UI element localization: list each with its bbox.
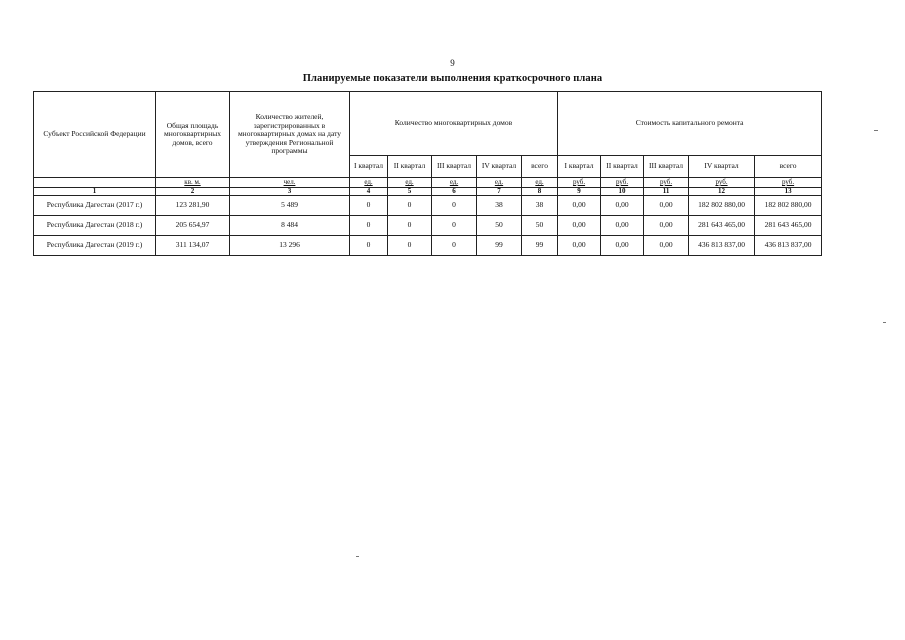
table-column-numbers-row: [34, 188, 822, 196]
row-cost-q4: 182 802 880,00: [689, 196, 755, 216]
row-cost-total: 436 813 837,00: [755, 236, 822, 256]
unit-cell: [34, 178, 156, 188]
unit-cell: ед.: [522, 178, 558, 188]
row-houses-q4: 38: [477, 196, 522, 216]
table-units-row: [34, 178, 822, 188]
column-number: 10: [601, 188, 644, 196]
unit-cell: руб.: [644, 178, 689, 188]
header-cost-group: Стоимость капитального ремонта: [558, 92, 822, 156]
scan-speck: [874, 130, 878, 131]
row-cost-total: 281 643 465,00: [755, 216, 822, 236]
row-houses-q2: 0: [388, 216, 432, 236]
header-houses-total: всего: [522, 156, 558, 178]
unit-cell: ед.: [432, 178, 477, 188]
scan-speck: [883, 322, 886, 323]
row-cost-total: 182 802 880,00: [755, 196, 822, 216]
header-cost-q3: III квартал: [644, 156, 689, 178]
header-subject: Субъект Российской Федерации: [34, 92, 156, 178]
row-subject: Республика Дагестан (2019 г.): [34, 236, 156, 256]
row-residents: 13 296: [230, 236, 350, 256]
row-houses-total: 38: [522, 196, 558, 216]
header-residents: Количество жителей, зарегистрированных в многоквартирных домах на дату утверждения Региональной программы: [230, 92, 350, 178]
row-cost-q1: 0,00: [558, 216, 601, 236]
row-area: 205 654,97: [156, 216, 230, 236]
column-number: 13: [755, 188, 822, 196]
table-row: [34, 196, 822, 216]
header-cost-q4: IV квартал: [689, 156, 755, 178]
header-houses-q1: I квартал: [350, 156, 388, 178]
column-number: 9: [558, 188, 601, 196]
row-houses-q4: 50: [477, 216, 522, 236]
row-houses-total: 50: [522, 216, 558, 236]
column-number: 7: [477, 188, 522, 196]
table-row: [34, 216, 822, 236]
row-houses-q2: 0: [388, 196, 432, 216]
row-houses-q3: 0: [432, 216, 477, 236]
table-header-row: [34, 92, 822, 156]
column-number: 8: [522, 188, 558, 196]
row-residents: 5 489: [230, 196, 350, 216]
unit-cell: ед.: [388, 178, 432, 188]
unit-cell: чел.: [230, 178, 350, 188]
header-houses-group: Количество многоквартирных домов: [350, 92, 558, 156]
column-number: 1: [34, 188, 156, 196]
header-houses-q2: II квартал: [388, 156, 432, 178]
row-cost-q4: 436 813 837,00: [689, 236, 755, 256]
unit-cell: руб.: [755, 178, 822, 188]
row-cost-q2: 0,00: [601, 236, 644, 256]
row-houses-q1: 0: [350, 236, 388, 256]
column-number: 2: [156, 188, 230, 196]
table-row: [34, 236, 822, 256]
unit-cell: руб.: [689, 178, 755, 188]
row-houses-total: 99: [522, 236, 558, 256]
scan-speck: [356, 556, 359, 557]
column-number: 4: [350, 188, 388, 196]
page-title: Планируемые показатели выполнения краткосрочного плана: [302, 73, 603, 84]
unit-cell: руб.: [558, 178, 601, 188]
row-houses-q2: 0: [388, 236, 432, 256]
header-houses-q4: IV квартал: [477, 156, 522, 178]
unit-cell: ед.: [477, 178, 522, 188]
row-houses-q3: 0: [432, 196, 477, 216]
row-subject: Республика Дагестан (2018 г.): [34, 216, 156, 236]
row-cost-q1: 0,00: [558, 236, 601, 256]
header-cost-q1: I квартал: [558, 156, 601, 178]
row-houses-q4: 99: [477, 236, 522, 256]
row-cost-q2: 0,00: [601, 216, 644, 236]
unit-cell: кв. м.: [156, 178, 230, 188]
row-cost-q4: 281 643 465,00: [689, 216, 755, 236]
header-houses-q3: III квартал: [432, 156, 477, 178]
row-cost-q3: 0,00: [644, 216, 689, 236]
row-houses-q1: 0: [350, 216, 388, 236]
page-number: 9: [450, 58, 455, 68]
row-cost-q3: 0,00: [644, 236, 689, 256]
row-cost-q1: 0,00: [558, 196, 601, 216]
header-cost-q2: II квартал: [601, 156, 644, 178]
column-number: 3: [230, 188, 350, 196]
column-number: 11: [644, 188, 689, 196]
row-cost-q3: 0,00: [644, 196, 689, 216]
row-houses-q1: 0: [350, 196, 388, 216]
row-area: 311 134,07: [156, 236, 230, 256]
header-cost-total: всего: [755, 156, 822, 178]
row-cost-q2: 0,00: [601, 196, 644, 216]
unit-cell: руб.: [601, 178, 644, 188]
unit-cell: ед.: [350, 178, 388, 188]
column-number: 5: [388, 188, 432, 196]
row-houses-q3: 0: [432, 236, 477, 256]
row-subject: Республика Дагестан (2017 г.): [34, 196, 156, 216]
row-residents: 8 484: [230, 216, 350, 236]
column-number: 12: [689, 188, 755, 196]
header-area: Общая площадь многоквартирных домов, всего: [156, 92, 230, 178]
column-number: 6: [432, 188, 477, 196]
plan-indicators-table: [33, 91, 822, 256]
row-area: 123 281,90: [156, 196, 230, 216]
